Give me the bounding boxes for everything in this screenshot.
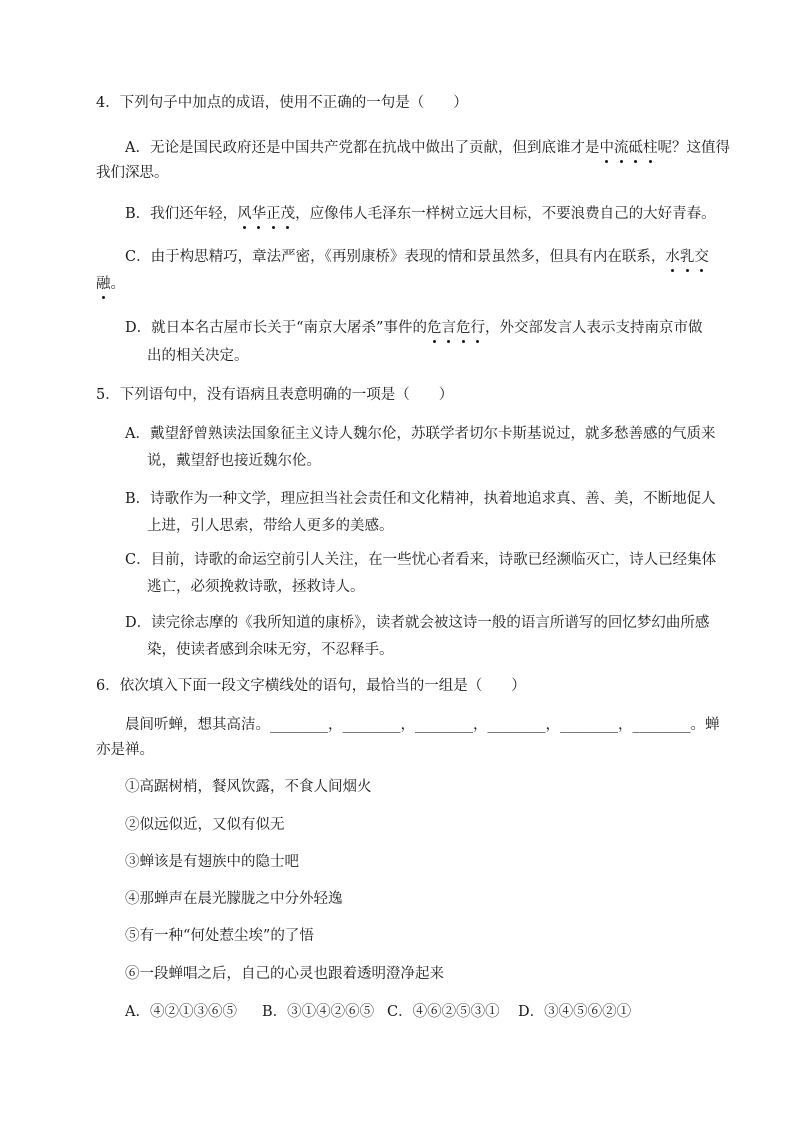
q5-stem-text: 5．下列语句中，没有语病且表意明确的一项是（ ） (96, 387, 454, 403)
dotted-char: 华 (251, 206, 267, 222)
q6-passage-line2 (96, 740, 154, 760)
dotted-char: 融 (96, 276, 111, 292)
q4-a-text: A．无论是国民政府还是中国共产党都在抗战中做出了贡献，但到底谁才是 (125, 140, 600, 156)
q6-a-text: A．④②①③⑥⑤ (125, 1004, 237, 1020)
q4-stem-text: 4．下列句子中加点的成语，使用不正确的一句是（ ） (96, 95, 468, 111)
dotted-char: 正 (266, 206, 281, 222)
q6-item-6 (125, 964, 444, 984)
q5-option-d-line2 (147, 640, 394, 660)
q5-option-b-line1 (125, 489, 716, 509)
q4-option-d-line2 (147, 346, 249, 366)
dotted-char: 柱 (642, 140, 658, 156)
q6-item-text: ⑤有一种“何处惹尘埃”的了悟 (125, 928, 314, 944)
q6-stem (96, 676, 526, 696)
q6-option-b (262, 1002, 374, 1022)
q4-b-text-post: ，应像伟人毛泽东一样树立远大目标，不要浪费自己的大好青春。 (295, 206, 716, 222)
q5-b-text-cont: 上进，引人思索，带给人更多的美感。 (147, 518, 394, 534)
dotted-char: 砥 (628, 140, 643, 156)
q6-item-5 (125, 926, 314, 946)
q4-a-idiom (599, 140, 657, 156)
q6-item-4 (125, 889, 343, 909)
q4-c-text-post: 。 (110, 276, 125, 292)
q6-passage-line1 (125, 715, 720, 735)
q6-item-text: ⑥一段蝉唱之后，自己的心灵也跟着透明澄净起来 (125, 966, 444, 982)
q4-d-text: D．就日本名古屋市长关于“南京大屠杀”事件的 (125, 320, 427, 336)
q5-d-text: D．读完徐志摩的《我所知道的康桥》，读者就会被这诗一般的语言所谱写的回忆梦幻曲所感 (125, 615, 710, 631)
q5-b-text: B．诗歌作为一种文学，理应担当社会责任和文化精神，执着地追求真、善、美，不断地促人 (125, 491, 716, 507)
dotted-char: 中 (599, 140, 614, 156)
dotted-char: 危 (426, 320, 442, 336)
q5-option-a-line2 (147, 451, 321, 471)
q4-option-b (125, 204, 716, 224)
q5-c-text-cont: 逃亡，必须挽救诗歌，拯救诗人。 (147, 579, 365, 595)
q4-a-text-cont: 我们深思。 (96, 165, 169, 181)
q5-d-text-cont: 染，使读者感到余味无穷，不忍释手。 (147, 642, 394, 658)
q4-d-idiom (427, 320, 485, 336)
q6-passage-text-cont: 亦是禅。 (96, 742, 154, 758)
dotted-char: 言 (441, 320, 456, 336)
q4-b-text: B．我们还年轻， (125, 206, 238, 222)
q6-item-3 (125, 852, 299, 872)
q5-stem (96, 385, 453, 405)
q5-option-c-line1 (125, 550, 716, 570)
q6-item-text: ③蝉该是有翅族中的隐士吧 (125, 854, 299, 870)
q6-item-1 (125, 777, 372, 797)
q6-item-text: ①高踞树梢，餐风饮露，不食人间烟火 (125, 779, 372, 795)
q6-option-a (125, 1002, 237, 1022)
q4-a-text-post: 呢？这值得 (657, 140, 730, 156)
q4-c-idiom-part1 (665, 249, 709, 265)
q4-b-idiom (237, 206, 295, 222)
dotted-char: 流 (613, 140, 629, 156)
q4-option-c-line2 (96, 274, 125, 294)
q4-stem (96, 93, 468, 113)
q6-passage-text: 晨间听蝉，想其高洁。________，________，________，________，________，________。蝉 (125, 717, 720, 733)
dotted-char: 风 (237, 206, 252, 222)
q5-a-text: A．戴望舒曾熟读法国象征主义诗人魏尔伦，苏联学者切尔卡斯基说过，就多愁善感的气质来 (125, 426, 716, 442)
q4-d-text-post: ，外交部发言人表示支持南京市做 (484, 320, 703, 336)
q4-option-a-line1 (125, 138, 730, 158)
q5-option-b-line2 (147, 516, 394, 536)
dotted-char: 行 (470, 320, 485, 336)
q4-c-idiom-part2 (96, 276, 111, 292)
q6-d-text: D．③④⑤⑥②① (518, 1004, 632, 1020)
dotted-char: 茂 (280, 206, 296, 222)
q5-c-text: C．目前，诗歌的命运空前引人关注，在一些忧心者看来，诗歌已经濒临灭亡，诗人已经集体 (125, 552, 717, 568)
q6-b-text: B．③①④②⑥⑤ (262, 1004, 375, 1020)
q4-d-text-cont: 出的相关决定。 (147, 348, 249, 364)
q6-item-2 (125, 815, 285, 835)
q6-option-d (518, 1002, 631, 1022)
dotted-char: 危 (455, 320, 471, 336)
q4-option-c-line1 (125, 247, 709, 267)
q5-option-c-line2 (147, 577, 365, 597)
q4-option-a-line2 (96, 163, 169, 183)
q4-c-text: C．由于构思精巧，章法严密，《再别康桥》表现的情和景虽然多，但具有内在联系， (125, 249, 666, 265)
q6-c-text: C．④⑥②⑤③① (387, 1004, 500, 1020)
q6-stem-text: 6．依次填入下面一段文字横线处的语句，最恰当的一组是（ ） (96, 678, 526, 694)
dotted-char: 交 (694, 249, 709, 265)
q5-option-a-line1 (125, 424, 715, 444)
q4-option-d-line1 (125, 318, 702, 338)
q6-option-c (387, 1002, 500, 1022)
q6-item-text: ②似远似近，又似有似无 (125, 817, 285, 833)
q6-item-text: ④那蝉声在晨光朦胧之中分外轻逸 (125, 891, 343, 907)
q5-a-text-cont: 说，戴望舒也接近魏尔伦。 (147, 453, 321, 469)
q5-option-d-line1 (125, 613, 709, 633)
dotted-char: 乳 (679, 249, 695, 265)
dotted-char: 水 (665, 249, 680, 265)
